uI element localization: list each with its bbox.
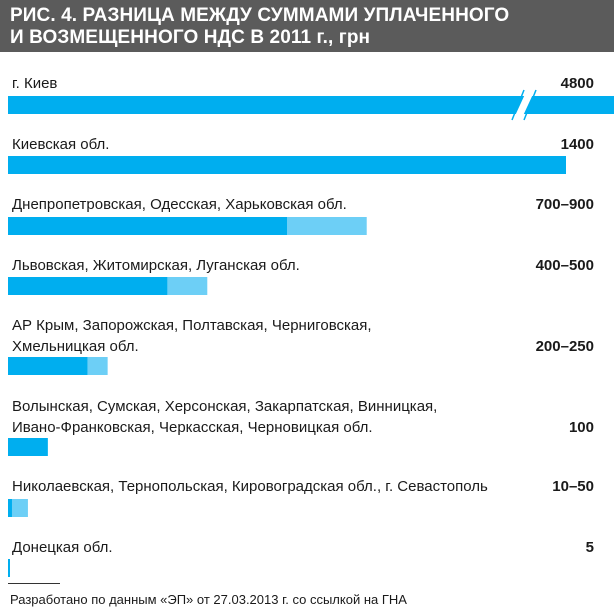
source-note: Разработано по данным «ЭП» от 27.03.2013 г. со ссылкой на ГНА bbox=[10, 592, 407, 607]
chart-title-line-1: РИС. 4. РАЗНИЦА МЕЖДУ СУММАМИ УПЛАЧЕННОГО bbox=[10, 5, 510, 26]
row-label-crimea-group-line-2: Хмельницкая обл. bbox=[12, 338, 139, 355]
bar-min-row-4 bbox=[8, 277, 167, 295]
source-divider bbox=[8, 583, 60, 584]
bar-min-row-5 bbox=[8, 357, 88, 375]
row-value-mykolaiv-group: 10–50 bbox=[552, 478, 594, 495]
row-label-crimea-group-line-1: АР Крым, Запорожская, Полтавская, Черниговская, bbox=[12, 317, 372, 334]
chart-title bbox=[0, 0, 614, 52]
row-label-volyn-group-line-2: Ивано-Франковская, Черкасская, Черновицкая обл. bbox=[12, 419, 373, 436]
row-value-kiev-oblast: 1400 bbox=[560, 136, 594, 153]
row-label-kiev-oblast: Киевская обл. bbox=[12, 136, 110, 153]
bar-min-row-6 bbox=[8, 438, 48, 456]
bar-min-row-3 bbox=[8, 217, 287, 235]
row-label-kiev-city: г. Киев bbox=[12, 75, 58, 92]
row-value-crimea-group: 200–250 bbox=[535, 338, 594, 355]
bar-range-row-4 bbox=[167, 277, 207, 295]
bar-min-row-7 bbox=[8, 499, 12, 517]
row-value-volyn-group: 100 bbox=[568, 419, 594, 436]
row-value-lviv-zhytomyr-luhansk: 400–500 bbox=[535, 257, 594, 274]
row-label-volyn-group-line-1: Волынская, Сумская, Херсонская, Закарпатская, Винницкая, bbox=[12, 398, 438, 415]
row-value-kiev-city: 4800 bbox=[560, 75, 594, 92]
bar-min-row-1 bbox=[8, 96, 614, 114]
row-label-mykolaiv-group: Николаевская, Тернопольская, Кировоградская обл., г. Севастополь bbox=[12, 478, 488, 495]
bar-range-row-7 bbox=[12, 499, 28, 517]
row-value-dnipro-odesa-kharkiv: 700–900 bbox=[535, 196, 594, 213]
row-value-donetsk-oblast: 5 bbox=[585, 539, 594, 556]
chart-title-line-2: И ВОЗМЕЩЕННОГО НДС В 2011 г., грн bbox=[10, 27, 371, 48]
bar-min-row-8 bbox=[8, 559, 10, 577]
bar-range-row-5 bbox=[88, 357, 108, 375]
row-label-donetsk-oblast: Донецкая обл. bbox=[12, 539, 113, 556]
axis-break-mark bbox=[512, 90, 536, 120]
row-label-dnipro-odesa-kharkiv: Днепропетровская, Одесская, Харьковская обл. bbox=[12, 196, 347, 213]
bar-min-row-2 bbox=[8, 156, 566, 174]
row-label-lviv-zhytomyr-luhansk: Львовская, Житомирская, Луганская обл. bbox=[12, 257, 300, 274]
bar-range-row-3 bbox=[287, 217, 367, 235]
